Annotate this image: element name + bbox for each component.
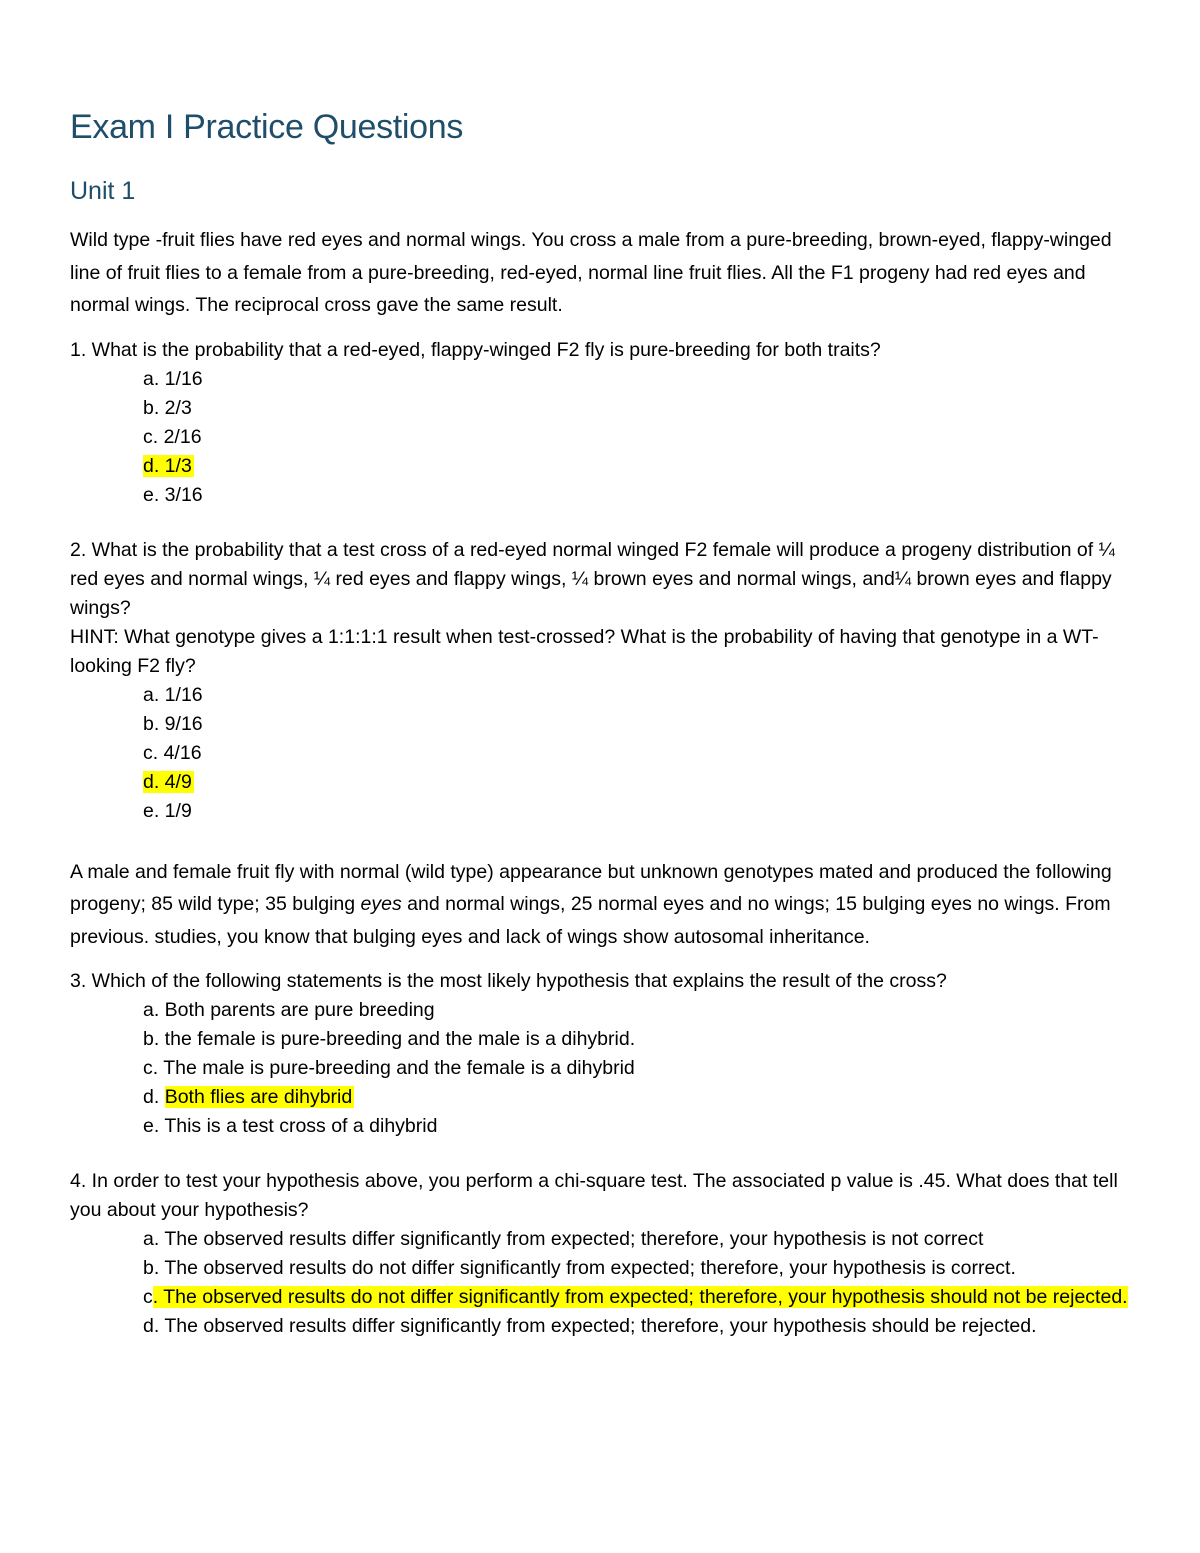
question-4: 4. In order to test your hypothesis above, you perform a chi-square test. The associated p value is .45. What does that tell you about your hypothesis? xyxy=(70,1170,1118,1221)
q4-option-d: d. The observed results differ significantly from expected; therefore, your hypothesis should be rejected. xyxy=(143,1315,1037,1337)
document-page xyxy=(70,108,1140,1341)
q3-option-c: c. The male is pure-breeding and the female is a dihybrid xyxy=(143,1057,635,1079)
q4-option-b: b. The observed results do not differ significantly from expected; therefore, your hypothesis is correct. xyxy=(143,1257,1016,1279)
q2-option-d xyxy=(143,768,1140,797)
intro-paragraph-2: A male and female fruit fly with normal (wild type) appearance but unknown genotypes mated and produced the following progeny; 85 wild type; 35 bulging eyes and normal wings, 25 normal eyes and no wings; 15 bulging eyes no wings. From previous. studies, you know that bulging eyes and lack of wings show autosomal inheritance. xyxy=(70,860,1112,948)
q3-option-e: e. This is a test cross of a dihybrid xyxy=(143,1115,438,1137)
question-1-options xyxy=(70,365,1140,510)
document-title: Exam I Practice Questions xyxy=(70,108,464,146)
q2-option-b: b. 9/16 xyxy=(143,712,203,735)
q1-option-c: c. 2/16 xyxy=(143,425,202,448)
q4-option-c: c. The observed results do not differ significantly from expected; therefore, your hypothesis should not be rejected. xyxy=(143,1286,1128,1308)
q2-option-e: e. 1/9 xyxy=(143,799,192,822)
q4-option-a: a. The observed results differ significantly from expected; therefore, your hypothesis is not correct xyxy=(143,1228,984,1250)
question-4-options xyxy=(70,1225,1140,1341)
q3-option-b: b. the female is pure-breeding and the male is a dihybrid. xyxy=(143,1028,636,1050)
q2-option-a: a. 1/16 xyxy=(143,683,203,706)
question-1: 1. What is the probability that a red-eyed, flappy-winged F2 fly is pure-breeding for both traits? xyxy=(70,338,881,361)
question-2-hint: HINT: What genotype gives a 1:1:1:1 result when test-crossed? What is the probability of having that genotype in a WT-looking F2 fly? xyxy=(70,625,1099,677)
q3-option-d: d. Both flies are dihybrid xyxy=(143,1086,353,1108)
q1-option-d xyxy=(143,452,1140,481)
question-3: 3. Which of the following statements is the most likely hypothesis that explains the result of the cross? xyxy=(70,970,947,992)
question-2: 2. What is the probability that a test cross of a red-eyed normal winged F2 female will produce a progeny distribution of ¼ red eyes and normal wings, ¼ red eyes and flappy wings, ¼ brown eyes and normal wings, and¼ brown eyes and flappy wings? xyxy=(70,538,1115,619)
question-2-options xyxy=(70,681,1140,826)
unit-heading: Unit 1 xyxy=(70,177,136,205)
answer-highlight: Both flies are dihybrid xyxy=(164,1086,353,1108)
q3-option-a: a. Both parents are pure breeding xyxy=(143,999,435,1021)
answer-highlight: . The observed results do not differ significantly from expected; therefore, your hypothesis should not be rejected. xyxy=(152,1286,1128,1308)
q2-option-c: c. 4/16 xyxy=(143,741,202,764)
answer-highlight: d. 1/3 xyxy=(143,454,192,477)
question-3-options xyxy=(70,996,1140,1141)
q1-option-b: b. 2/3 xyxy=(143,396,192,419)
answer-highlight: d. 4/9 xyxy=(143,770,192,793)
q1-option-a: a. 1/16 xyxy=(143,367,203,390)
q1-option-e: e. 3/16 xyxy=(143,483,203,506)
intro-paragraph-1: Wild type -fruit flies have red eyes and normal wings. You cross a male from a pure-breeding, brown-eyed, flappy-winged line of fruit flies to a female from a pure-breeding, red-eyed, normal line fruit flies. All the F1 progeny had red eyes and normal wings. The reciprocal cross gave the same result. xyxy=(70,229,1112,316)
